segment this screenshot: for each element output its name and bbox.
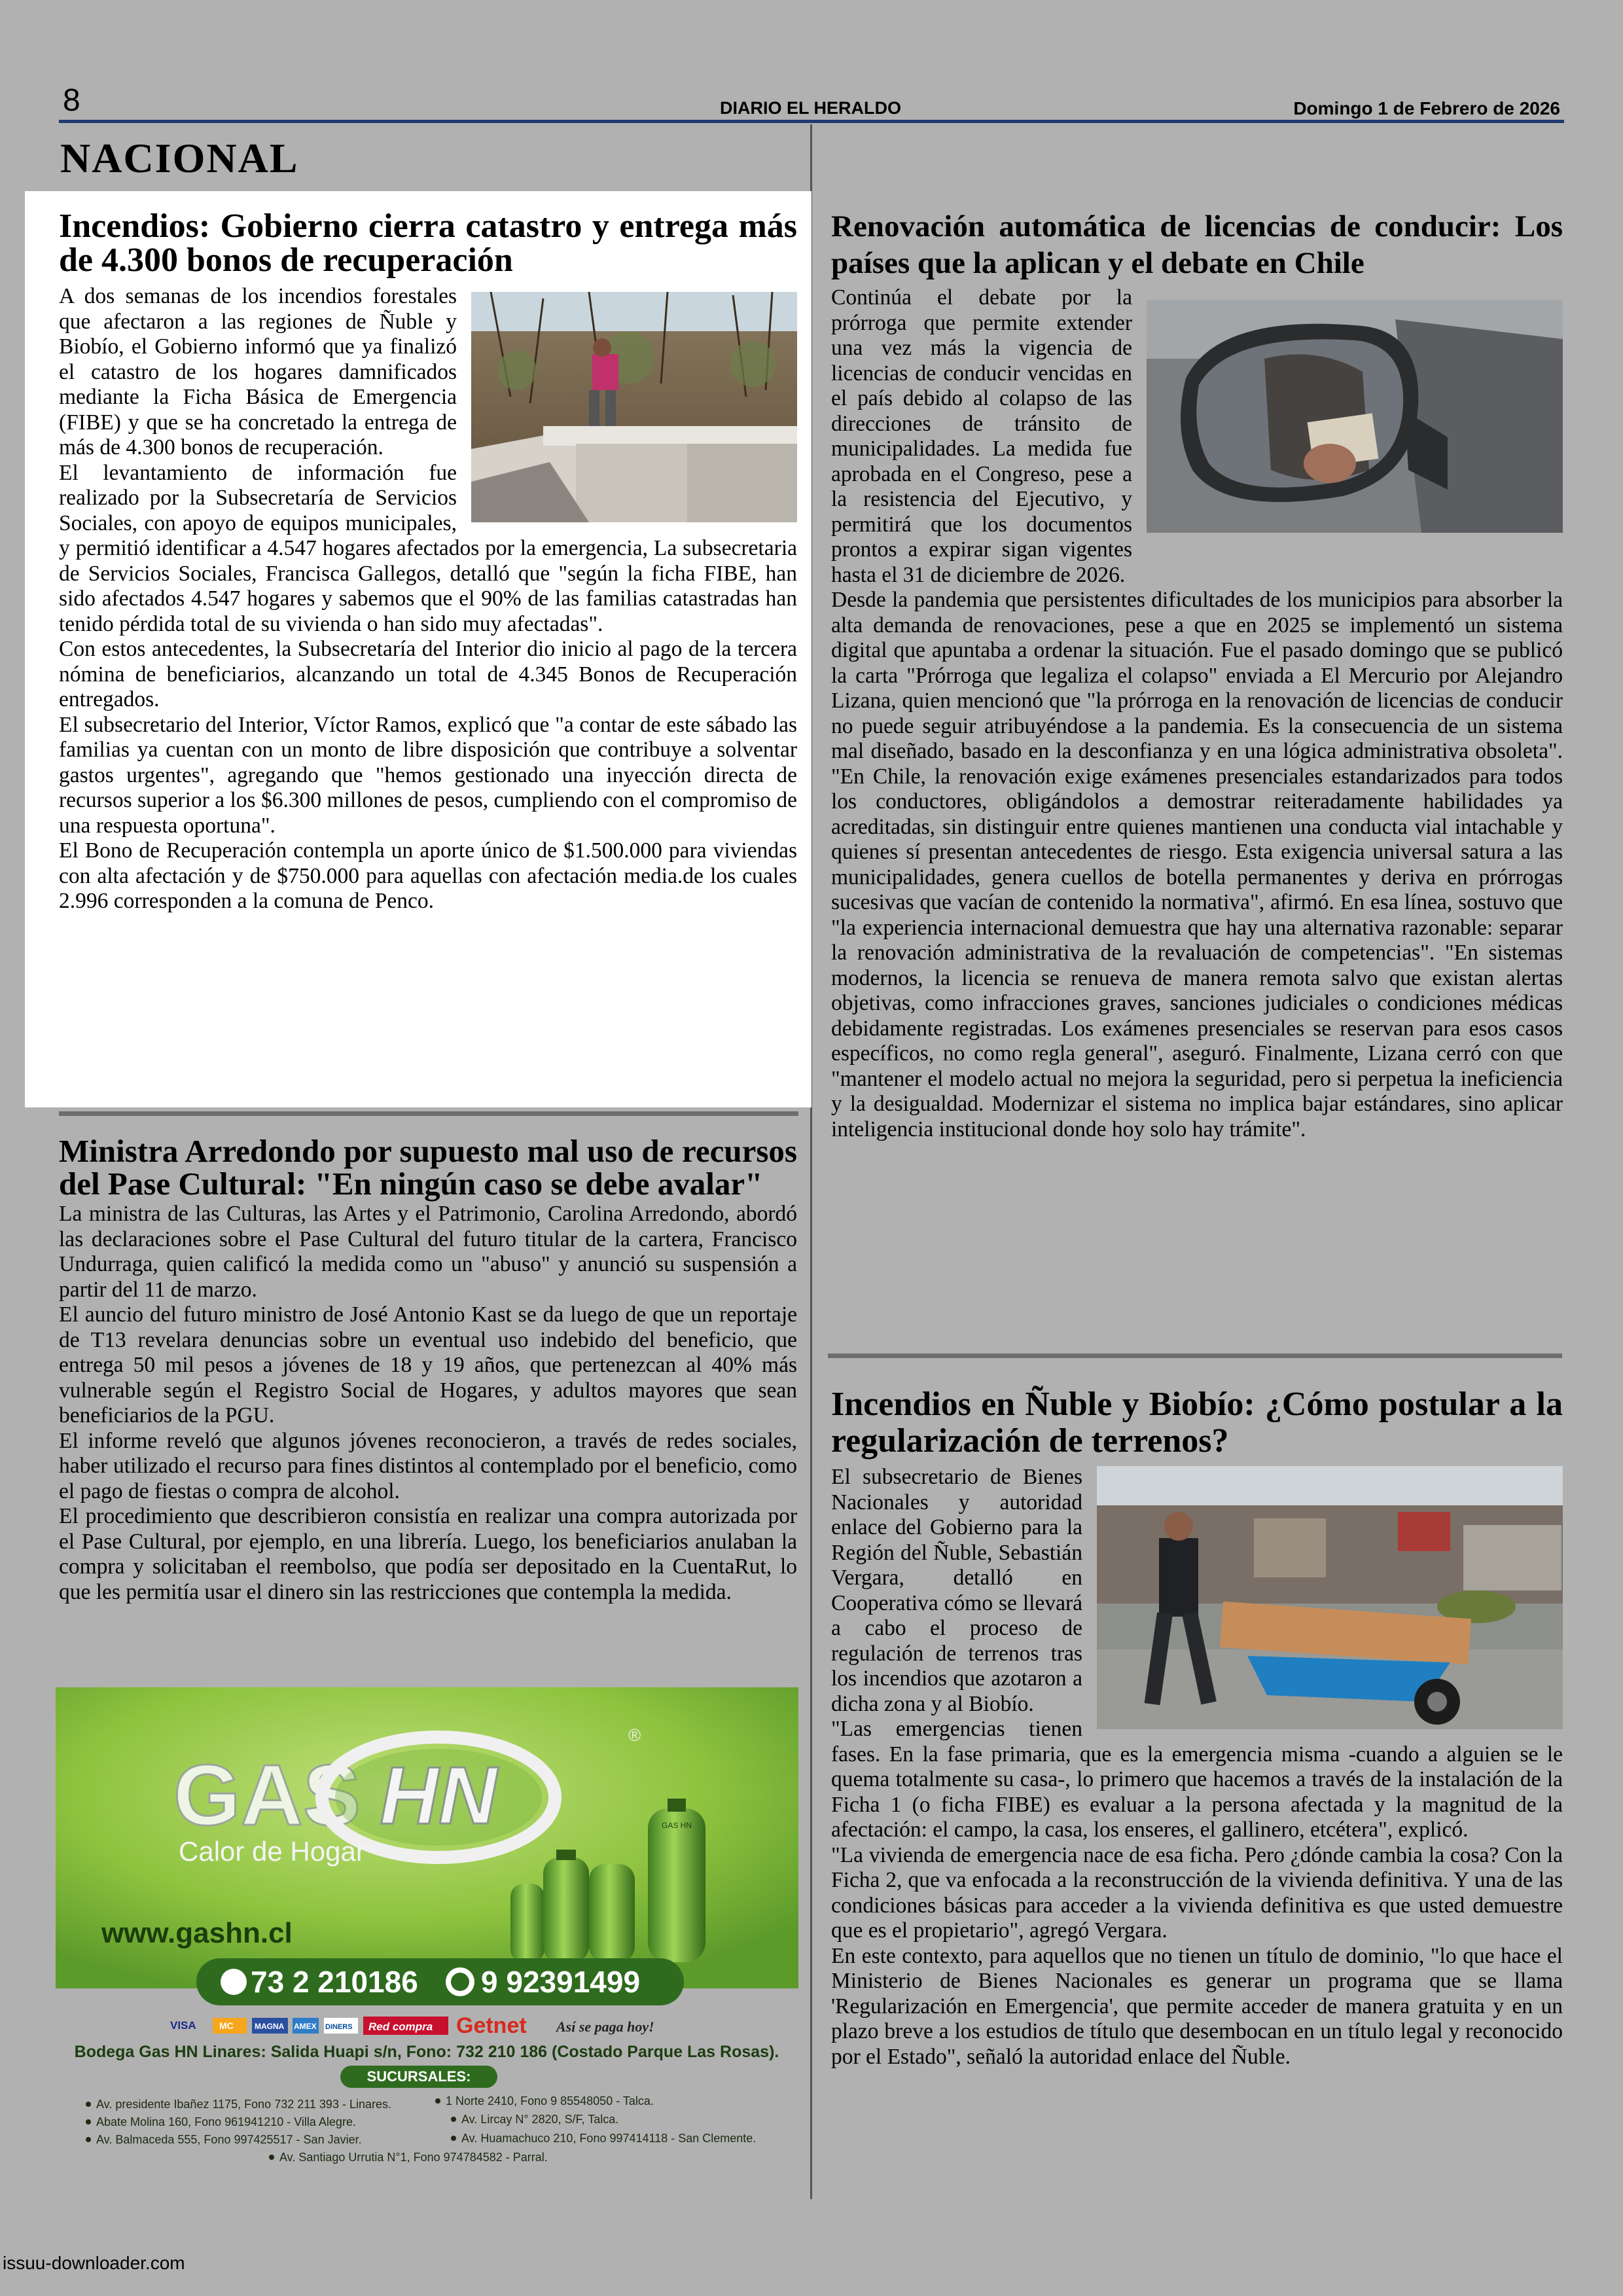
svg-text:Getnet: Getnet bbox=[456, 2013, 527, 2038]
article-paragraph: El levantamiento de información fue realizado por la Subsecretaría de Servicios Sociales, con apoyo de equipos municipales, y permitió identificar a 4.547 hogares afectados por la emergencia, La subsecretaria de Servicios Sociales, Francisca Gallegos, detalló que "según la ficha FIBE, han sido afectados 4.547 hogares y sabemos que el 90% de las familias catastradas han tenido pérdida total de su vivienda o han sido muy afectadas". bbox=[59, 460, 797, 636]
article-paragraph: En este contexto, para aquellos que no tienen un título de dominio, "lo que hace el Ministerio de Bienes Nacionales es generar un programa que se llama 'Regularización en Emergencia', que permite acceder de manera gratuita y en un plazo breve a los estudios de título que desembocan en un título legal y reconocido por el Estado", señaló la autoridad enlace del Ñuble. bbox=[831, 1943, 1563, 2069]
article-title: Incendios en Ñuble y Biobío: ¿Cómo postular a la regularización de terrenos? bbox=[831, 1386, 1563, 1460]
ad-website: www.gashn.cl bbox=[101, 1917, 293, 1949]
article-paragraph: Con estos antecedentes, la Subsecretaría del Interior dio inicio al pago de la tercera nómina de beneficiarios, alcanzando un total de 4.345 Bonos de Recuperación entregados. bbox=[59, 637, 797, 711]
section-title: NACIONAL bbox=[60, 135, 299, 181]
svg-text:Av. Santiago Urrutia N°1, Fono: Av. Santiago Urrutia N°1, Fono 974784582 - Parral. bbox=[279, 2151, 548, 2164]
article-licencias bbox=[831, 208, 1563, 1142]
photo-man-wheelbarrow bbox=[1097, 1466, 1563, 1729]
article-regularizacion bbox=[831, 1386, 1563, 2070]
ad-sucursales-label: SUCURSALES: bbox=[366, 2068, 471, 2085]
article-paragraph: La ministra de las Culturas, las Artes y el Patrimonio, Carolina Arredondo, abordó las declaraciones sobre el Pase Cultural del futuro titular de la cartera, Francisco Undurraga, quien calificó la medida como un "abuso" y anunció su suspensión a partir del 11 de marzo. bbox=[59, 1202, 797, 1302]
branch-list bbox=[86, 2094, 756, 2164]
article-bonos bbox=[59, 209, 797, 914]
svg-text:Así se paga hoy!: Así se paga hoy! bbox=[556, 2018, 654, 2035]
header-rule bbox=[59, 120, 1564, 123]
article-paragraph: El subsecretario de Bienes Nacionales y autoridad enlace del Gobierno para la Región del Ñuble, Sebastián Vergara, detalló en Cooperativa cómo se llevará a cabo el proceso de regulación de terrenos tras los incendios que azotaron a dicha zona y al Biobío. bbox=[831, 1465, 1082, 1716]
svg-text:®: ® bbox=[628, 1725, 641, 1745]
ad-phone-1: 73 2 210186 bbox=[251, 1965, 418, 1999]
article-pase-cultural bbox=[59, 1135, 797, 1605]
ad-phone-2: 9 92391499 bbox=[481, 1965, 641, 1999]
svg-text:VISA: VISA bbox=[170, 2019, 196, 2032]
article-paragraph: El Bono de Recuperación contempla un aporte único de $1.500.000 para viviendas con alta afectación y de $750.000 para aquellas con afectación media.de los cuales 2.996 corresponden a la comuna de Penco. bbox=[59, 838, 797, 913]
article-paragraph: A dos semanas de los incendios forestales que afectaron a las regiones de Ñuble y Biobío, el Gobierno informó que ya finalizó el catastro de los hogares damnificados mediante la Ficha Básica de Emergencia (FIBE) y que se ha concretado la entrega de más de 4.300 bonos de recuperación. bbox=[59, 284, 457, 459]
article-title: Ministra Arredondo por supuesto mal uso de recursos del Pase Cultural: "En ningún caso se debe avalar" bbox=[59, 1133, 797, 1202]
gas-hn-advertisement[interactable] bbox=[56, 1687, 798, 2189]
svg-text:MC: MC bbox=[219, 2020, 234, 2031]
article-paragraph: Desde la pandemia que persistentes dificultades de los municipios para absorber la alta demanda de renovaciones, pese a que en 2025 se implementó un sistema digital que apuntaba a ordenar la situación. Fue el pasado domingo que se publicó la carta "Prórroga que legaliza el colapso" enviada a El Mercurio por Alejandro Lizana, quien mencionó que "la prórroga en la renovación de licencias de conducir no puede seguir atribuyéndose a la pandemia. Es la consecuencia de un sistema mal diseñado, basado en la desconfianza y en una lógica administrativa obsoleta". "En Chile, la renovación exige exámenes presenciales estandarizados para todos los conductores, obligándolos a demostrar reiteradamente habilidades ya acreditadas, sin distinguir entre quienes mantienen una conducta vial intachable y quienes sí presentan antecedentes de riesgo. Esta exigencia universal satura a las municipalidades, genera cuellos de botella permanentes y deriva en prórrogas sucesivas que vacían de contenido la normativa", afirmó. En esa línea, sostuvo que "la experiencia internacional demuestra que hay una alternativa razonable: separar la renovación administrativa de la revaluación de competencias". "En sistemas modernos, la licencia se renueva de manera remota salvo que existan alertas objetivas, como infracciones graves, sanciones judiciales o condiciones médicas debidamente registradas. Los exámenes presenciales se reservan para esos casos específicos, no como regla general", aseguró. Finalmente, Lizana cerró con que "mantener el modelo actual no mejora la seguridad, pero si perpetua la ineficiencia y la desigualdad. Modernizar el sistema no implica bajar estándares, sino aplicar inteligencia institucional donde hoy solo hay trámite". bbox=[831, 588, 1563, 1141]
svg-text:DINERS: DINERS bbox=[325, 2023, 353, 2031]
svg-text:Av. Huamachuco 210, Fono 99741: Av. Huamachuco 210, Fono 997414118 - San Clemente. bbox=[461, 2132, 757, 2145]
ad-tagline: Calor de Hogar bbox=[179, 1836, 365, 1867]
svg-text:Abate Molina 160, Fono 9619412: Abate Molina 160, Fono 961941210 - Villa Alegre. bbox=[96, 2115, 356, 2128]
svg-text:Av. Balmaceda 555, Fono 997425: Av. Balmaceda 555, Fono 997425517 - San Javier. bbox=[96, 2133, 362, 2146]
article-paragraph: El informe reveló que algunos jóvenes reconocieron, a través de redes sociales, haber utilizado el recurso para fines distintos al contemplado por el beneficio, como el pago de fiestas o compra de alcohol. bbox=[59, 1428, 797, 1503]
photo-license-mirror bbox=[1147, 300, 1563, 533]
photo-worker-wall bbox=[471, 292, 797, 522]
article-paragraph: El procedimiento que describieron consistía en realizar una compra autorizada por el Pase Cultural, por ejemplo, en una librería. Luego, los beneficiarios anulaban la compra y solicitaban el reembolso, que podía ser depositado en la CuentaRut, lo que les permitía usar el dinero sin las restricciones que contempla la medida. bbox=[59, 1504, 797, 1604]
article-paragraph: "La vivienda de emergencia nace de esa ficha. Pero ¿dónde cambia la cosa? Con la Ficha 2, que va enfocada a la reconstrucción de la vivienda definitiva. Y una de las condiciones básicas para acceder a la vivienda definitiva es que usted demuestre que es el propietario", agregó Vergara. bbox=[831, 1842, 1563, 1943]
svg-text:Av. presidente Ibañez 1175, Fo: Av. presidente Ibañez 1175, Fono 732 211 393 - Linares. bbox=[96, 2098, 391, 2111]
article-separator bbox=[59, 1111, 798, 1116]
article-paragraph: El auncio del futuro ministro de José Antonio Kast se da luego de que un reportaje de T13 revelara denuncias sobre un eventual uso indebido del beneficio, que entrega 50 mil pesos a jóvenes de 18 y 19 años, que pertenezcan al 40% más vulnerable según el Registro Social de Hogares, y adultos mayores que sean beneficiarios de la PGU. bbox=[59, 1302, 797, 1427]
page-number: 8 bbox=[63, 83, 80, 118]
svg-text:AMEX: AMEX bbox=[294, 2022, 317, 2031]
article-separator bbox=[828, 1354, 1562, 1358]
issue-date: Domingo 1 de Febrero de 2026 bbox=[1293, 98, 1560, 118]
article-paragraph: "Las emergencias tienen fases. En la fase primaria, que es la emergencia misma -cuando a alguien se le quema totalmente su casa-, lo primero que hacemos a través de la instalación de la Ficha 1 (o ficha FIBE) es evaluar a la persona afectada y la magnitud de la afectación: el campo, la casa, los enseres, el gallinero, etcétera", explicó. bbox=[831, 1717, 1563, 1842]
payment-logos bbox=[170, 2013, 654, 2038]
newspaper-name: DIARIO EL HERALDO bbox=[720, 98, 902, 118]
article-title: Renovación automática de licencias de conducir: Los países que la aplican y el debate en Chile bbox=[831, 209, 1563, 280]
article-title: Incendios: Gobierno cierra catastro y entrega más de 4.300 bonos de recuperación bbox=[59, 207, 797, 279]
svg-text:1 Norte 2410, Fono 9 85548050: 1 Norte 2410, Fono 9 85548050 - Talca. bbox=[446, 2094, 654, 2108]
svg-text:Red compra: Red compra bbox=[368, 2020, 433, 2033]
svg-text:Av. Lircay N° 2820, S/F, Talca: Av. Lircay N° 2820, S/F, Talca. bbox=[461, 2113, 619, 2126]
article-paragraph: El subsecretario del Interior, Víctor Ramos, explicó que "a contar de este sábado las familias ya cuentan con un monto de libre disposición que contribuye a solventar gastos urgentes", agregando que "hemos gestionado una inyección directa de recursos superior a los $6.300 millones de pesos, cumpliendo con el compromiso de una respuesta oportuna". bbox=[59, 712, 797, 838]
ad-logo-text: HN bbox=[380, 1751, 497, 1841]
svg-text:MAGNA: MAGNA bbox=[255, 2022, 285, 2031]
ad-bodega: Bodega Gas HN Linares: Salida Huapi s/n, Fono: 732 210 186 (Costado Parque Las Rosas). bbox=[74, 2043, 779, 2061]
source-watermark[interactable]: issuu-downloader.com bbox=[3, 2253, 185, 2273]
ad-brand: GAS bbox=[173, 1747, 361, 1843]
cylinder-label: GAS HN bbox=[661, 1821, 692, 1830]
article-paragraph: Continúa el debate por la prórroga que permite extender una vez más la vigencia de licencias de conducir vencidas en el país debido al colapso de las direcciones de tránsito de municipalidades. La medida fue aprobada en el Congreso, pese a la resistencia del Ejecutivo, y permitirá que los documentos prontos a expirar sigan vigentes hasta el 31 de diciembre de 2026. bbox=[831, 285, 1132, 587]
